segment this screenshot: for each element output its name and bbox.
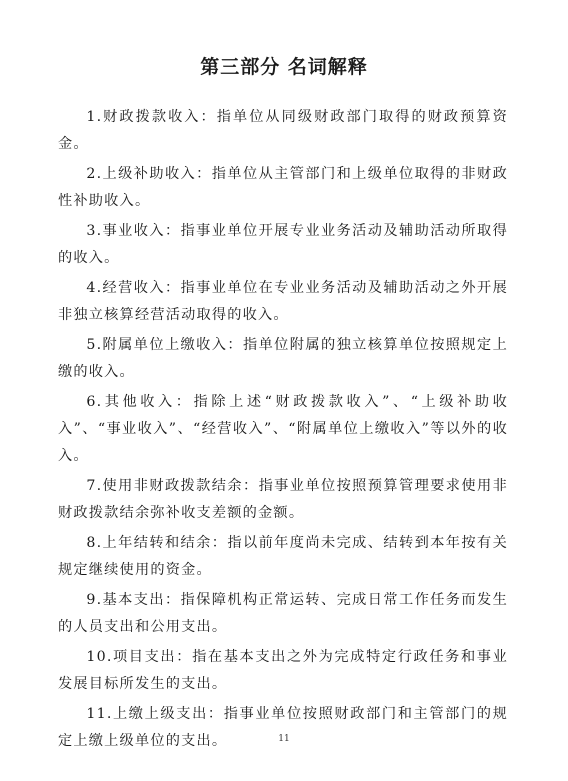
- definition-item: 1.财政拨款收入：指单位从同级财政部门取得的财政预算资金。: [58, 109, 508, 152]
- definition-item: 10.项目支出：指在基本支出之外为完成特定行政任务和事业发展目标所发生的支出。: [58, 649, 508, 692]
- definition-item: 6.其他收入：指除上述“财政拨款收入”、“上级补助收入”、“事业收入”、“经营收入”、“附属单位上缴收入”等以外的收入。: [58, 394, 508, 464]
- definition-item: 5.附属单位上缴收入：指单位附属的独立核算单位按照规定上缴的收入。: [58, 337, 508, 380]
- definition-item: 4.经营收入：指事业单位在专业业务活动及辅助活动之外开展非独立核算经营活动取得的收入。: [58, 280, 508, 323]
- definition-item: 11.上缴上级支出：指事业单位按照财政部门和主管部门的规定上缴上级单位的支出。: [58, 706, 508, 749]
- page-title: 第三部分 名词解释: [200, 56, 368, 78]
- definition-item: 7.使用非财政拨款结余：指事业单位按照预算管理要求使用非财政拨款结余弥补收支差额的金额。: [58, 478, 508, 521]
- definition-item: 2.上级补助收入：指单位从主管部门和上级单位取得的非财政性补助收入。: [58, 166, 508, 209]
- definition-item: 3.事业收入：指事业单位开展专业业务活动及辅助活动所取得的收入。: [58, 223, 508, 266]
- page-number: 11: [278, 734, 290, 744]
- definition-item: 9.基本支出：指保障机构正常运转、完成日常工作任务而发生的人员支出和公用支出。: [58, 592, 508, 635]
- definition-item: 8.上年结转和结余：指以前年度尚未完成、结转到本年按有关规定继续使用的资金。: [58, 535, 508, 578]
- definitions-list: [58, 104, 508, 758]
